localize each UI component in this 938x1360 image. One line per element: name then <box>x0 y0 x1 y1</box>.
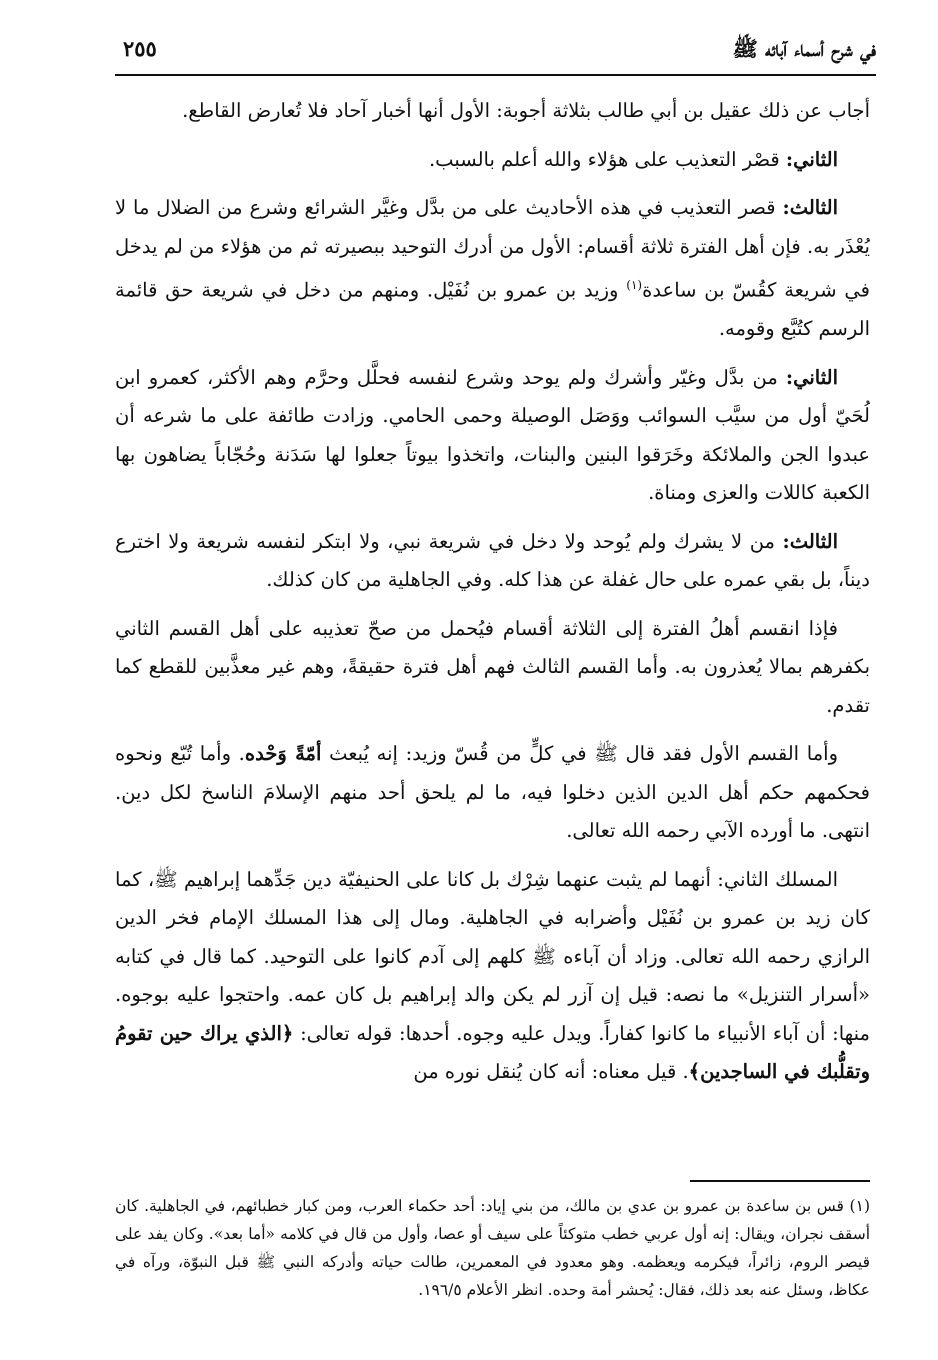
paragraph-lead: الثالث: <box>782 196 838 219</box>
paragraph-3: الثالث: قصر التعذيب في هذه الأحاديث على من بدَّل وغيَّر الشرائع وشرع من الضلال ما لا يُعْذَر به. فإن أهل الفترة ثلاثة أقسام: الأول من أدرك التوحيد ببصيرته ثم من هؤلاء من لم يدخل في شريعة كقُسّ بن ساعدة$^{(١)}$ وزيد بن عمرو بن نُفَيْل. ومنهم من دخل في شريعة حق قائمة الرسم كتُبَّع وقومه. <box>115 196 870 340</box>
footnote: (١) قس بن ساعدة بن عمرو بن عدي بن مالك، من بني إياد: أحد حكماء العرب، ومن كبار خطبائهم، في الجاهلية. كان أسقف نجران، ويقال: إنه أول عربي خطب متوكئاً على سيف أو عصا، وأول من قال في كلامه «أما بعد». وكان يفد على قيصر الروم، زائراً، فيكرمه ويعظمه. وهو معدود في المعمرين، طالت حياته وأدركه النبي ﷺ قبل النبوّة، ورآه في عكاظ، وسئل عنه بعد ذلك، فقال: يُحشر أمة وحده. انظر الأعلام ١٩٦/٥. <box>115 1197 870 1299</box>
running-title: في شرح أسماء آبائه ﷺ <box>732 36 876 61</box>
footnote-separator <box>690 1180 870 1182</box>
quran-verse: ﴿الذي يراك حين تقومُ وتقلُّبك في الساجدين﴾ <box>115 1021 870 1083</box>
paragraph-7: وأما القسم الأول فقد قال ﷺ في كلٍّ من قُسّ وزيد: إنه يُبعث أمّةً وَحْده. وأما تُبّع ونحوه فحكمهم حكم أهل الدين الذين دخلوا فيه، ما لم يلحق أحد منهم الإسلامَ الناسخ لكل دين. انتهى. ما أورده الآبي رحمه الله تعالى. <box>115 742 870 842</box>
paragraph-lead: الثالث: <box>782 529 838 553</box>
footnote-ref: (١) <box>626 278 643 292</box>
page-header <box>115 30 876 76</box>
main-text <box>115 92 870 1102</box>
page-number: ٢٥٥ <box>123 36 157 61</box>
paragraph-5: الثالث: من لا يشرك ولم يُوحد ولا دخل في شريعة نبي، ولا ابتكر لنفسه شريعة ولا اخترع ديناً، بل بقي عمره على حال غفلة عن هذا كله. وفي الجاهلية من كان كذلك. <box>115 529 870 591</box>
paragraph-lead: الثاني: <box>785 365 838 389</box>
paragraph-2: الثاني: قصْر التعذيب على هؤلاء والله أعلم بالسبب. <box>428 147 838 171</box>
paragraph-8: المسلك الثاني: أنهما لم يثبت عنهما شِرْك بل كانا على الحنيفيّة دين جَدِّهما إبراهيم ﷺ، كما كان زيد بن عمرو بن نُفَيْل وأضرابه في الجاهلية. ومال إلى هذا المسلك الإمام فخر الدين الرازي رحمه الله تعالى. وزاد أن آباءه ﷺ كلهم إلى آدم كانوا على التوحيد. كما قال في كتابه «أسرار التنزيل» ما نصه: قيل إن آزر لم يكن والد إبراهيم بل كان عمه. واحتجوا عليه بوجوه. منها: أن آباء الأنبياء ما كانوا كفاراً. ويدل عليه وجوه. أحدها: قوله تعالى: ﴿الذي يراك حين تقومُ وتقلُّبك في الساجدين﴾. قيل معناه: أنه كان يُنقل نوره من <box>115 867 870 1083</box>
emphasis-text: أمّةً وَحْده <box>244 742 322 765</box>
paragraph-1: أجاب عن ذلك عقيل بن أبي طالب بثلاثة أجوبة: الأول أنها أخبار آحاد فلا تُعارض القاطع. <box>182 99 870 122</box>
paragraph-4: الثاني: من بدَّل وغيّر وأشرك ولم يوحد وشرع لنفسه فحلَّل وحرَّم وهم الأكثر، كعمرو ابن لُحَيّ أول من سيَّب السوائب ووَصَل الوصيلة وحمى الحامي. وزادت طائفة على ما شرعه أن عبدوا الجن والملائكة وخَرَقوا البنين والبنات، واتخذوا بيوتاً جعلوا لها سَدَنة وحُجّاباً يضاهون بها الكعبة كاللات والعزى ومناة. <box>115 365 870 504</box>
paragraph-lead: الثاني: <box>785 147 838 171</box>
paragraph-6: فإذا انقسم أهلُ الفترة إلى الثلاثة أقسام فيُحمل من صحّ تعذيبه على أهل القسم الثاني بكفرهم بمالا يُعذرون به. وأما القسم الثالث فهم أهل فترة حقيقةً، وهم غير معذَّبين للقطع كما تقدم. <box>115 616 870 717</box>
